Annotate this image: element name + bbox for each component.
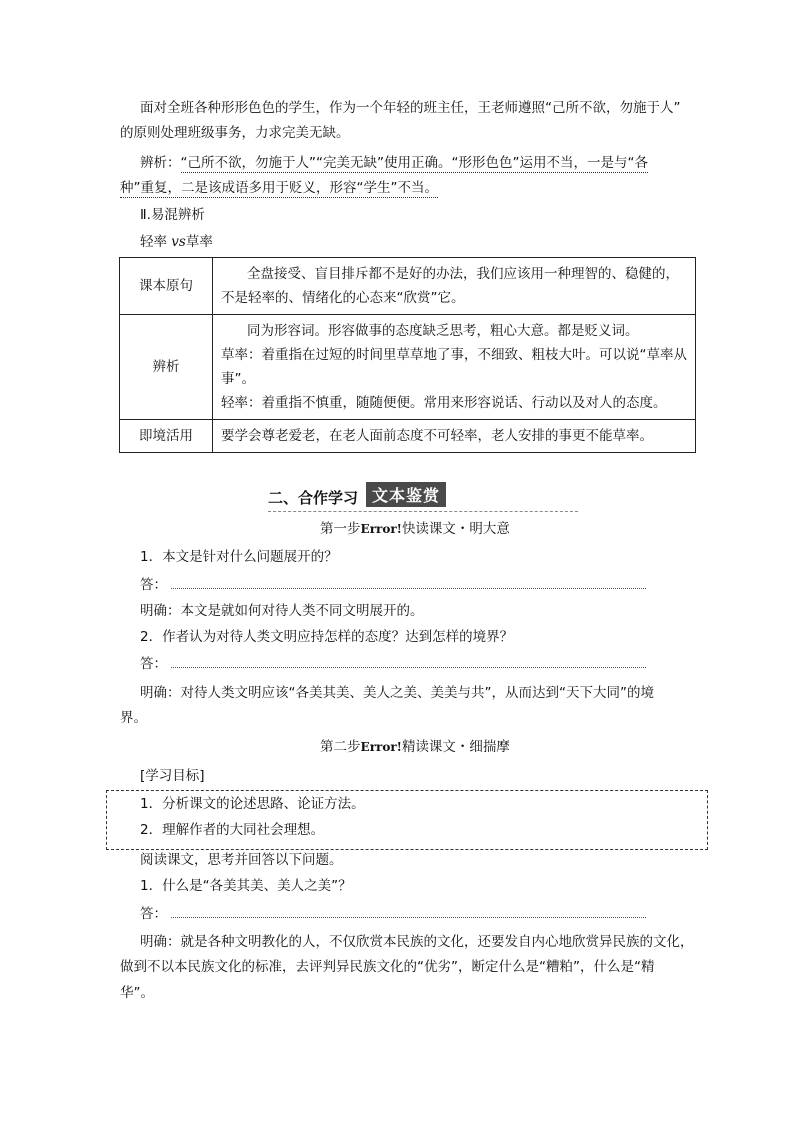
confusion-pair: [140, 230, 730, 254]
error-marker: Error!: [360, 522, 402, 536]
table-cell: [213, 315, 696, 420]
table-row-head: 即境活用: [120, 420, 213, 453]
answer-label: 答：: [140, 906, 167, 922]
table-row: [120, 258, 696, 315]
cell-text: 轻率：着重指不慎重，随随便便。常用来形容说话、行动以及对人的态度。: [221, 395, 667, 411]
cell-text: 全盘接受、盲目排斥都不是好的办法，我们应该用一种理智的、稳健的，不是轻率的、情绪化的心态来“欣赏”它。: [221, 266, 679, 306]
step-title-post: 精读课文・细揣摩: [401, 739, 510, 755]
analysis-text: 种”重复，二是该成语多用于贬义，形容“学生”不当。: [120, 180, 438, 196]
paragraph-line: 面对全班各种形形色色的学生，作为一个年轻的班主任，王老师遵照“己所不欲，勿施于人”: [140, 100, 681, 116]
analysis-line: [120, 176, 710, 200]
clarification: 做到不以本民族文化的标准，去评判异民族文化的“优劣”，断定什么是“糟粕”，什么是“精: [120, 959, 655, 975]
objective-item: 1．分析课文的论述思路、论证方法。: [140, 796, 365, 812]
pair-b: 草率: [185, 234, 213, 250]
answer-row: [140, 652, 730, 676]
analysis-label: 辨析：: [140, 155, 181, 171]
question: 2．作者认为对待人类文明应持怎样的态度？达到怎样的境界？: [140, 629, 514, 645]
cell-text: 同为形容词。形容做事的态度缺乏思考，粗心大意。都是贬义词。: [247, 323, 639, 339]
answer-blank[interactable]: [171, 576, 646, 589]
analysis-text: “己所不欲，勿施于人”“完美无缺”使用正确。“形形色色”运用不当，一是与“各: [180, 155, 648, 171]
clarification: 明确：本文是就如何对待人类不同文明展开的。: [140, 603, 424, 619]
table-row: [120, 315, 696, 420]
section-heading-boxed: 文本鉴赏: [366, 482, 446, 507]
table-row-head: 课本原句: [120, 258, 213, 315]
clarification: 明确：就是各种文明教化的人，不仅欣赏本民族的文化，还要发自内心地欣赏异民族的文化，: [140, 934, 694, 950]
clarification: 界。: [120, 710, 147, 726]
table-cell: 要学会尊老爱老，在老人面前态度不可轻率，老人安排的事更不能草率。: [213, 420, 696, 453]
confusion-heading: Ⅱ.易混辨析: [140, 207, 205, 223]
step-title-pre: 第一步: [320, 521, 361, 537]
answer-blank[interactable]: [171, 905, 646, 918]
analysis-line: [140, 151, 730, 175]
answer-blank[interactable]: [171, 655, 646, 668]
objective-item: 2．理解作者的大同社会理想。: [140, 822, 325, 838]
section-heading-plain: 二、合作学习: [268, 489, 359, 507]
clarification: 明确：对待人类文明应该“各美其美、美人之美、美美与共”，从而达到“天下大同”的境: [140, 685, 654, 701]
clarification: 华”。: [120, 985, 154, 1001]
step-title-post: 快读课文・明大意: [401, 521, 510, 537]
comparison-table: [119, 257, 696, 453]
section-heading: [268, 481, 578, 512]
step1-title: [120, 517, 710, 541]
paragraph-line: 的原则处理班级事务，力求完美无缺。: [120, 125, 350, 141]
answer-row: [140, 573, 730, 597]
table-cell: [213, 258, 696, 315]
pair-a: 轻率: [140, 234, 167, 250]
step-title-pre: 第二步: [320, 739, 361, 755]
error-marker: Error!: [360, 740, 402, 754]
instruction: 阅读课文，思考并回答以下问题。: [140, 852, 343, 868]
question: 1．什么是“各美其美、美人之美”？: [140, 878, 352, 894]
answer-row: [140, 902, 730, 926]
table-row-head: 辨析: [120, 315, 213, 420]
answer-label: 答：: [140, 577, 167, 593]
pair-vs: vs: [171, 234, 186, 250]
cell-text: 草率：着重指在过短的时间里草草地了事，不细致、粗枝大叶。可以说“草率从事”。: [221, 347, 687, 387]
objectives-label: [学习目标]: [140, 768, 205, 784]
answer-label: 答：: [140, 656, 167, 672]
table-row: [120, 420, 696, 453]
step2-title: [120, 735, 710, 759]
question: 1．本文是针对什么问题展开的？: [140, 549, 338, 565]
